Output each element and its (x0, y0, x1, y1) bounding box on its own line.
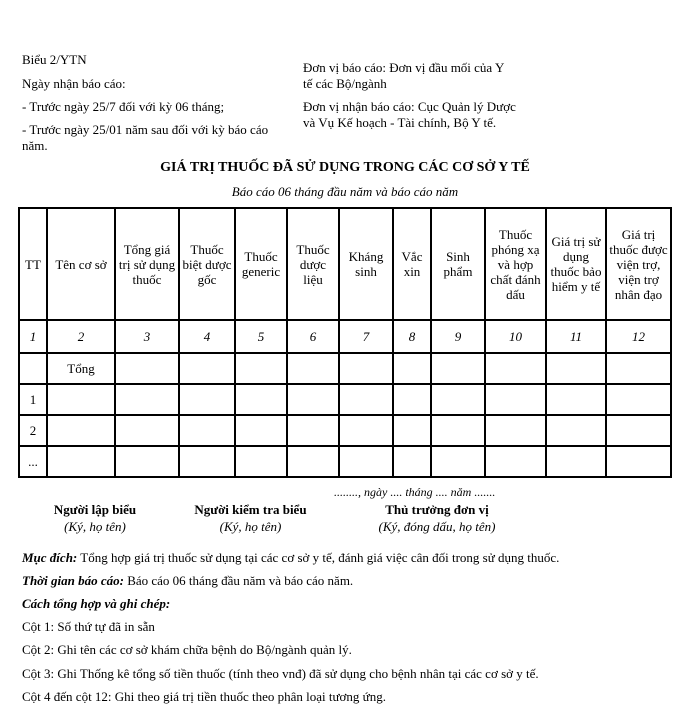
column-number-row (19, 320, 671, 352)
col-number: 2 (47, 320, 115, 352)
row-tt (19, 353, 47, 384)
note-col2: Cột 2: Ghi tên các cơ sở khám chữa bệnh do Bộ/ngành quản lý. (22, 642, 352, 657)
col-header: Thuốc biệt dược gốc (179, 208, 235, 320)
col-header: Vắc xin (393, 208, 431, 320)
row-name: Tổng (47, 353, 115, 384)
date-line: ........, ngày .... tháng .... năm ....... (334, 485, 496, 499)
col-number: 6 (287, 320, 339, 352)
col-number: 3 (115, 320, 179, 352)
purpose-label: Mục đích: (22, 550, 78, 565)
note-col4: Cột 4 đến cột 12: Ghi theo giá trị tiền thuốc theo phân loại tương ứng. (22, 689, 386, 704)
row-tt: 2 (19, 415, 47, 446)
col-number: 9 (431, 320, 485, 352)
signature-preparer (30, 501, 160, 535)
col-header: Kháng sinh (339, 208, 393, 320)
table-row (19, 415, 671, 446)
col-number: 7 (339, 320, 393, 352)
col-header: Giá trị sử dụng thuốc bảo hiểm y tế (546, 208, 606, 320)
col-number: 5 (235, 320, 287, 352)
row-tt: ... (19, 446, 47, 477)
signature-head (352, 501, 522, 535)
reporting-unit-line1: Đơn vị báo cáo: Đơn vị đầu mối của Y (303, 60, 505, 75)
deadline-annual-line2: năm. (22, 138, 48, 153)
receiving-unit-line2: và Vụ Kế hoạch - Tài chính, Bộ Y tế. (303, 115, 497, 130)
checker-note: (Ký, họ tên) (219, 519, 282, 534)
table-row-total (19, 353, 671, 384)
row-name (47, 415, 115, 446)
col-number: 8 (393, 320, 431, 352)
col-number: 10 (485, 320, 546, 352)
table-row (19, 384, 671, 415)
preparer-note: (Ký, họ tên) (64, 519, 126, 534)
purpose-text: Tổng hợp giá trị thuốc sử dụng tại các cơ sở y tế, đánh giá việc cân đối trong sử dụng thuốc. (77, 550, 560, 565)
col-number: 4 (179, 320, 235, 352)
form-code: Biểu 2/YTN (22, 52, 87, 67)
row-name (47, 446, 115, 477)
report-subtitle: Báo cáo 06 tháng đầu năm và báo cáo năm (231, 184, 459, 199)
deadline-six-months: - Trước ngày 25/7 đối với kỳ 06 tháng; (22, 99, 225, 114)
reporting-unit-line2: tế các Bộ/ngành (303, 76, 387, 91)
purpose-line (22, 550, 559, 566)
method-label: Cách tổng hợp và ghi chép: (22, 596, 171, 611)
col-header: Sinh phẩm (431, 208, 485, 320)
col-number: 11 (546, 320, 606, 352)
col-number: 12 (606, 320, 671, 352)
col-header: Tổng giá trị sử dụng thuốc (115, 208, 179, 320)
report-title: GIÁ TRỊ THUỐC ĐÃ SỬ DỤNG TRONG CÁC CƠ SỞ Y TẾ (160, 160, 530, 175)
receive-date-label: Ngày nhận báo cáo: (22, 76, 126, 91)
head-note: (Ký, đóng dấu, họ tên) (378, 519, 496, 534)
col-header: TT (19, 208, 47, 320)
table-row (19, 446, 671, 477)
col-header: Thuốc generic (235, 208, 287, 320)
col-header: Thuốc phóng xạ và hợp chất đánh dấu (485, 208, 546, 320)
note-col3: Cột 3: Ghi Thống kê tổng số tiền thuốc (tính theo vnđ) đã sử dụng cho bệnh nhân tại các cơ sở y tế. (22, 666, 539, 681)
preparer-title: Người lập biểu (53, 502, 137, 517)
note-col1: Cột 1: Số thứ tự đã in sẵn (22, 619, 155, 634)
time-line (22, 573, 353, 589)
row-tt: 1 (19, 384, 47, 415)
signature-checker (178, 501, 323, 535)
deadline-annual-line1: - Trước ngày 25/01 năm sau đối với kỳ báo cáo (22, 122, 269, 137)
drug-value-table (18, 207, 672, 478)
time-text: Báo cáo 06 tháng đầu năm và báo cáo năm. (123, 573, 354, 588)
head-title: Thủ trưởng đơn vị (385, 502, 489, 517)
col-header: Tên cơ sở (47, 208, 115, 320)
row-name (47, 384, 115, 415)
col-number: 1 (19, 320, 47, 352)
col-header: Giá trị thuốc được viện trợ, viện trợ nhân đạo (606, 208, 671, 320)
checker-title: Người kiểm tra biểu (194, 502, 307, 517)
receiving-unit-line1: Đơn vị nhận báo cáo: Cục Quản lý Dược (303, 99, 516, 114)
col-header: Thuốc dược liệu (287, 208, 339, 320)
time-label: Thời gian báo cáo: (22, 573, 124, 588)
table-header-row (19, 208, 671, 320)
